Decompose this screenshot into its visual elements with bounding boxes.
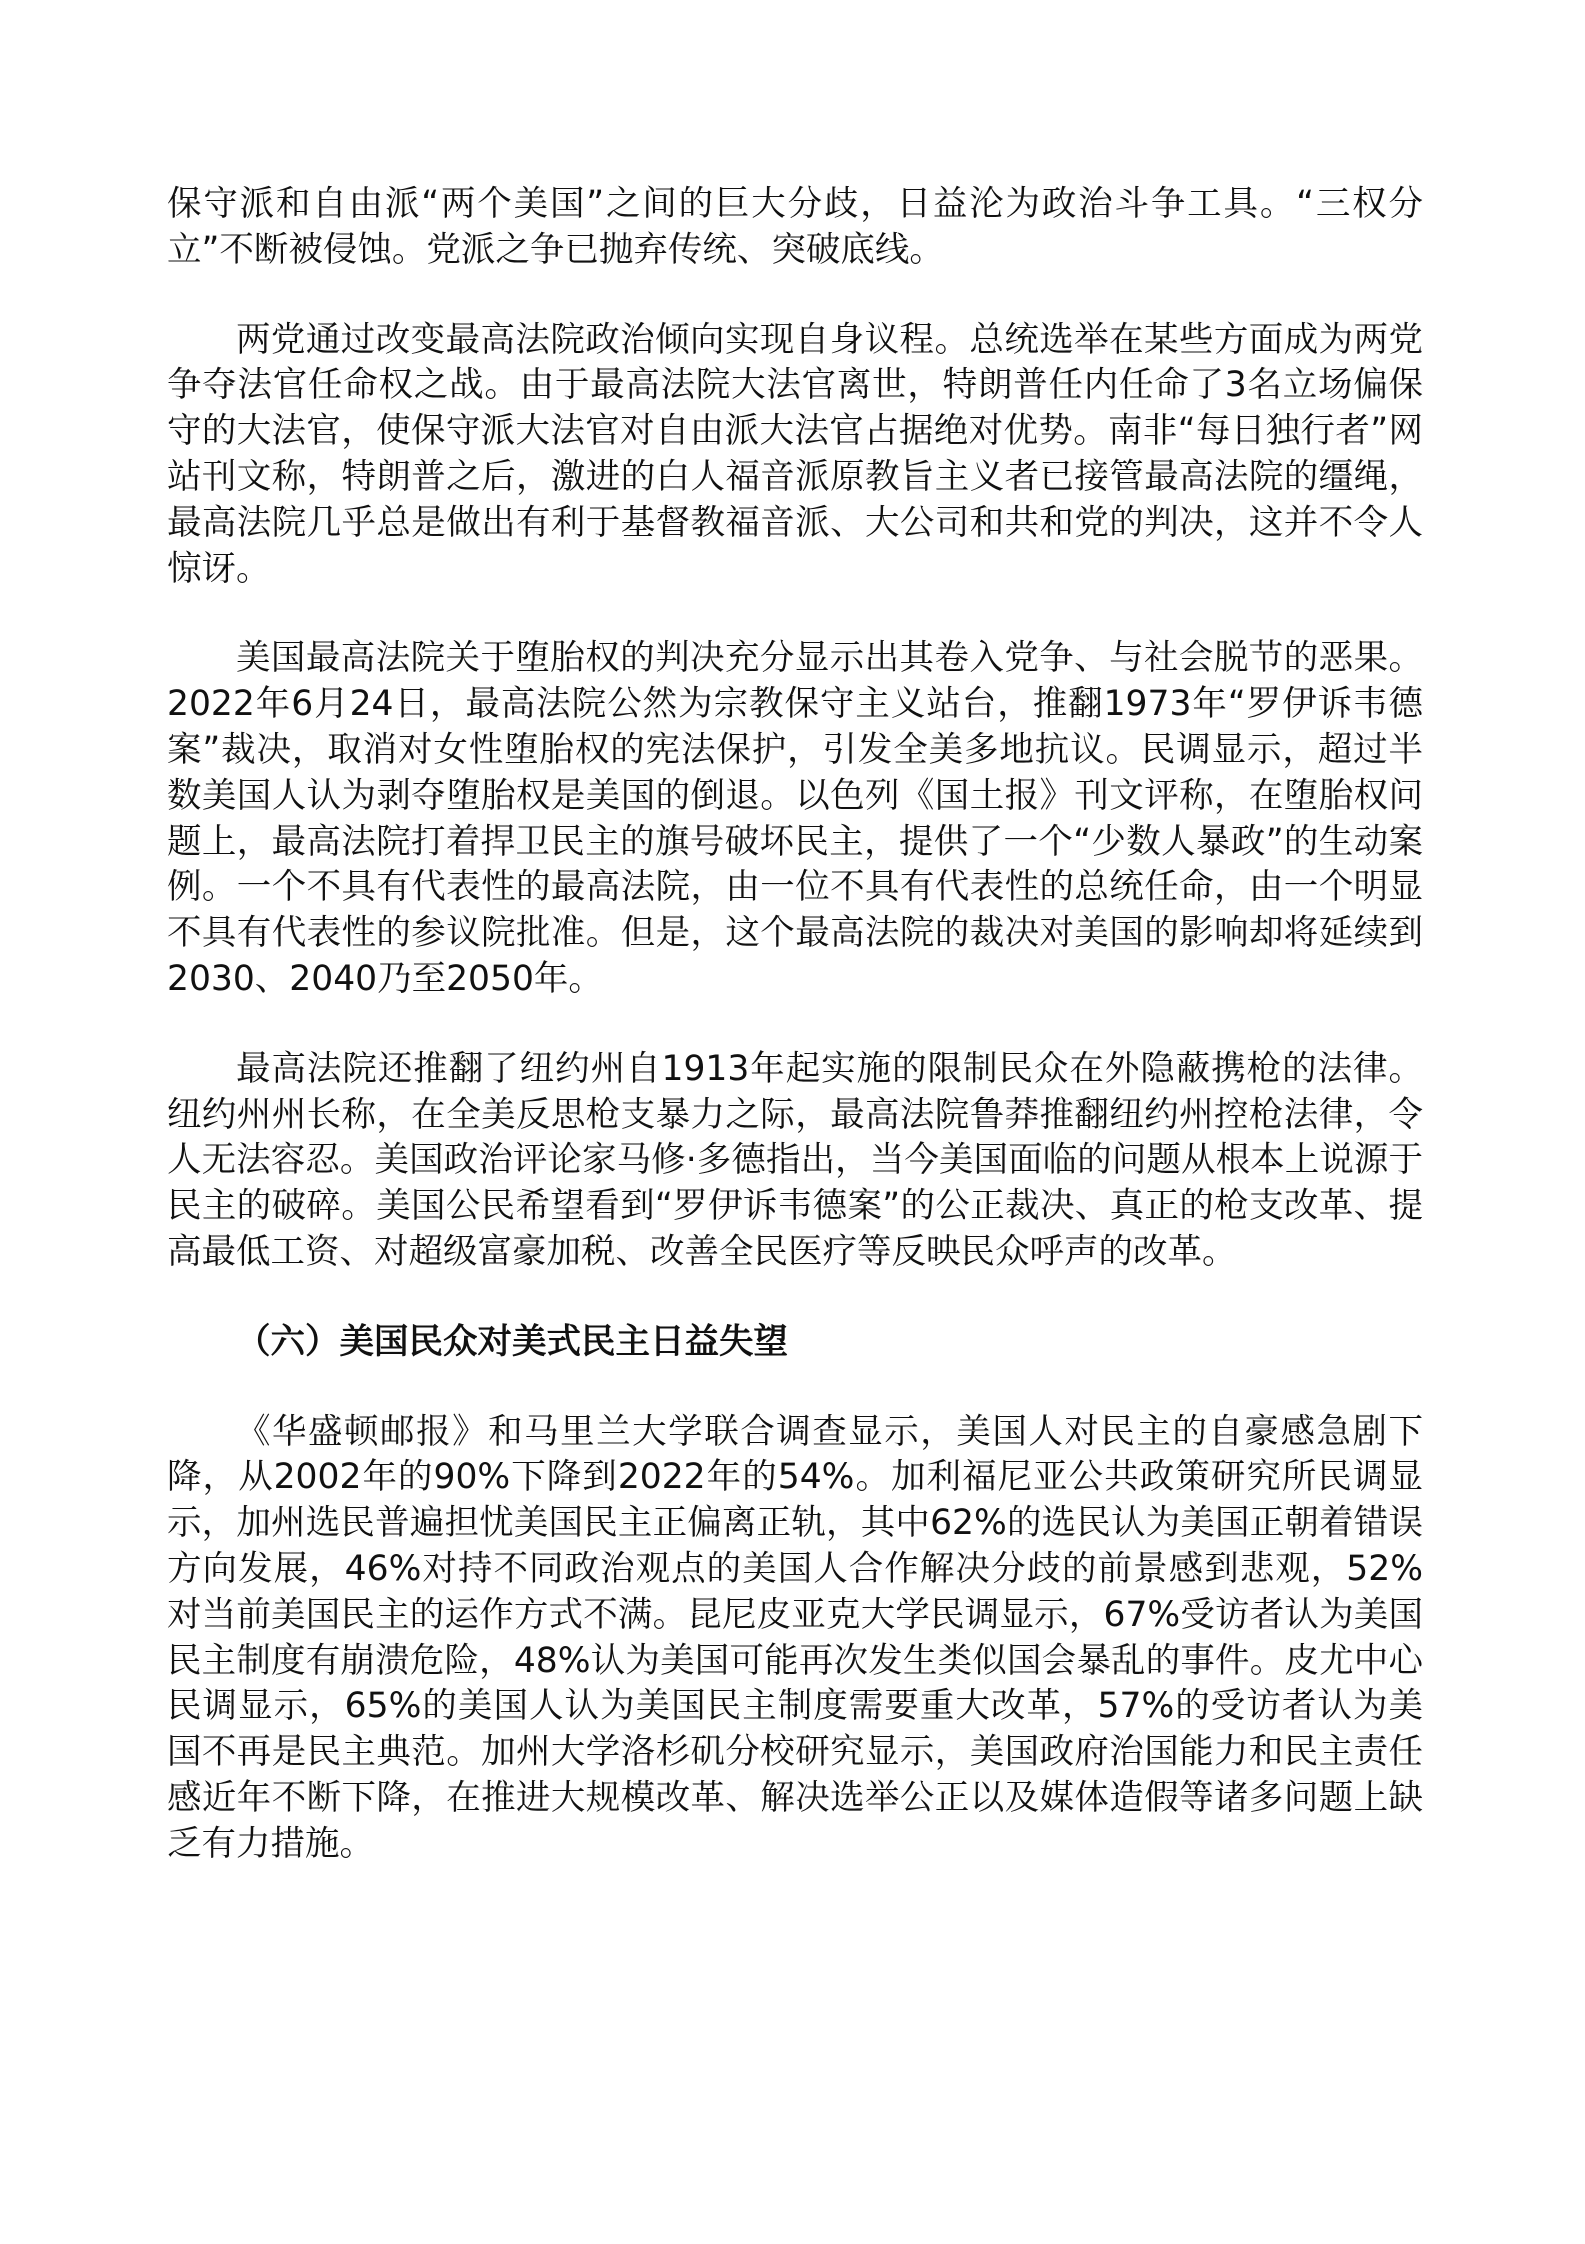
paragraph-supreme-court-agenda: 两党通过改变最高法院政治倾向实现自身议程。总统选举在某些方面成为两党争夺法官任命权之战。由于最高法院大法官离世，特朗普任内任命了3名立场偏保守的大法官，使保守派大法官对自由派大法官占据绝对优势。南非“每日独行者”网站刊文称，特朗普之后，激进的白人福音派原教旨主义者已接管最高法院的缰绳，最高法院几乎总是做出有利于基督教福音派、大公司和共和党的判决，这并不令人惊讶。 [167, 319, 1423, 589]
paragraph-public-disappointment: 《华盛顿邮报》和马里兰大学联合调查显示，美国人对民主的自豪感急剧下降，从2002年的90%下降到2022年的54%。加利福尼亚公共政策研究所民调显示，加州选民普遍担忧美国民主正偏离正轨，其中62%的选民认为美国正朝着错误方向发展，46%对持不同政治观点的美国人合作解决分歧的前景感到悲观，52%对当前美国民主的运作方式不满。昆尼皮亚克大学民调显示，67%受访者认为美国民主制度有崩溃危险，48%认为美国可能再次发生类似国会暴乱的事件。皮尤中心民调显示，65%的美国人认为美国民主制度需要重大改革，57%的受访者认为美国不再是民主典范。加州大学洛杉矶分校研究显示，美国政府治国能力和民主责任感近年不断下降，在推进大规模改革、解决选举公正以及媒体造假等诸多问题上缺乏有力措施。 [167, 1411, 1423, 1864]
paragraph-partisan-divide: 保守派和自由派“两个美国”之间的巨大分歧，日益沦为政治斗争工具。“三权分立”不断被侵蚀。党派之争已抛弃传统、突破底线。 [167, 184, 1423, 270]
section-heading: （六）美国民众对美式民主日益失望 [236, 1321, 788, 1362]
paragraph-gun-law-ruling: 最高法院还推翻了纽约州自1913年起实施的限制民众在外隐蔽携枪的法律。纽约州州长称，在全美反思枪支暴力之际，最高法院鲁莽推翻纽约州控枪法律，令人无法容忍。美国政治评论家马修·多德指出，当今美国面临的问题从根本上说源于民主的破碎。美国公民希望看到“罗伊诉韦德案”的公正裁决、真正的枪支改革、提高最低工资、对超级富豪加税、改善全民医疗等反映民众呼声的改革。 [167, 1048, 1423, 1272]
paragraph-abortion-ruling: 美国最高法院关于堕胎权的判决充分显示出其卷入党争、与社会脱节的恶果。2022年6月24日，最高法院公然为宗教保守主义站台，推翻1973年“罗伊诉韦德案”裁决，取消对女性堕胎权的宪法保护，引发全美多地抗议。民调显示，超过半数美国人认为剥夺堕胎权是美国的倒退。以色列《国土报》刊文评称，在堕胎权问题上，最高法院打着捍卫民主的旗号破坏民主，提供了一个“少数人暴政”的生动案例。一个不具有代表性的最高法院，由一位不具有代表性的总统任命，由一个明显不具有代表性的参议院批准。但是，这个最高法院的裁决对美国的影响却将延续到2030、2040乃至2050年。 [167, 638, 1423, 999]
document-page [167, 182, 1423, 1912]
